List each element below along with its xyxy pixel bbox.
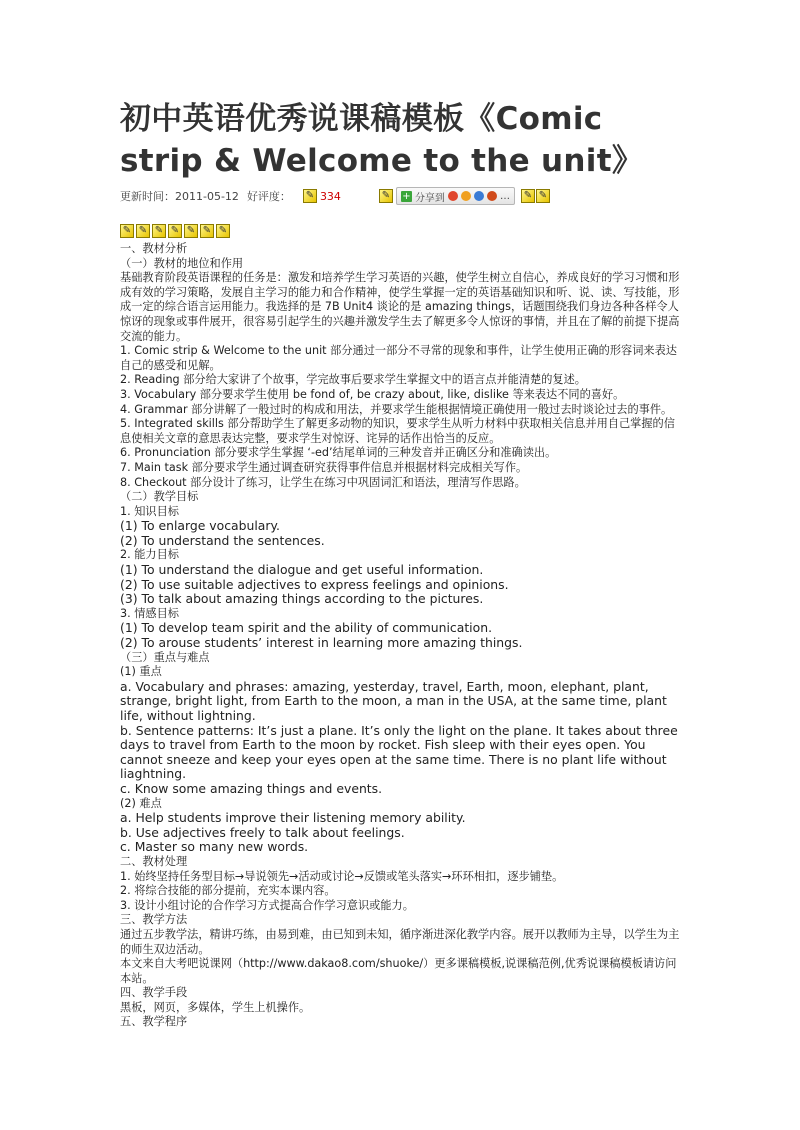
text-line: 通过五步教学法，精讲巧练，由易到难，由已知到未知，循序渐进深化教学内容。展开以教师为主导，以学生为主的师生双边活动。: [120, 927, 680, 956]
share-more[interactable]: …: [499, 190, 510, 202]
pencil-edit-icon[interactable]: ✎: [152, 224, 166, 238]
icon-toolbar: [120, 224, 685, 240]
text-line: 黑板，网页，多媒体，学生上机操作。: [120, 1000, 311, 1014]
document: [120, 98, 685, 1030]
text-line: 4. Grammar 部分讲解了一般过时的构成和用法，并要求学生能根据情境正确使用一般过去时谈论过去的事件。: [120, 402, 673, 416]
text-line: (1) 重点: [120, 665, 162, 679]
text-line: c. Master so many new words.: [120, 839, 309, 855]
text-line: (2) 难点: [120, 796, 162, 810]
text-line: 基础教育阶段英语课程的任务是：激发和培养学生学习英语的兴趣，使学生树立自信心，养成良好的学习习惯和形成有效的学习策略，发展自主学习的能力和合作精神，使学生掌握一定的英语基础知识和听、说、读、写技能，形成一定的综合语言运用能力。我选择的是 7B Unit4 谈论的是 amazing things，话题围绕我们身边各种各样令人惊讶的现象或事件展开，很容易引起学生的兴趣并激发学生去了解更多令人惊讶的事情，并且在了解的前提下提高交流的能力。: [120, 271, 680, 343]
pencil-edit-icon[interactable]: ✎: [379, 189, 393, 203]
text-line: (3) To talk about amazing things according to the pictures.: [120, 591, 484, 607]
pencil-edit-icon[interactable]: ✎: [521, 189, 535, 203]
weibo-icon[interactable]: [448, 191, 458, 201]
text-line: c. Know some amazing things and events.: [120, 780, 383, 796]
pencil-edit-icon[interactable]: ✎: [536, 189, 550, 203]
text-line: 5. Integrated skills 部分帮助学生了解更多动物的知识，要求学生从听力材料中获取相关信息并用自己掌握的信息使相关文章的意思表达完整，要求学生对惊讶、诧异的话作出恰当的反应。: [120, 417, 675, 445]
text-line: 三、教学方法: [120, 913, 188, 927]
rating-value: 334: [319, 189, 341, 203]
text-line: 7. Main task 部分要求学生通过调查研究获得事件信息并根据材料完成相关写作。: [120, 460, 528, 474]
text-line: （一）教材的地位和作用: [120, 256, 244, 270]
text-line: 五、教学程序: [120, 1015, 188, 1029]
kaixin-icon[interactable]: [487, 191, 497, 201]
text-line: (2) To use suitable adjectives to express feelings and opinions.: [120, 576, 509, 592]
text-line: 2. 将综合技能的部分提前，充实本课内容。: [120, 884, 336, 898]
pencil-edit-icon[interactable]: ✎: [216, 224, 230, 238]
text-line: 四、教学手段: [120, 986, 188, 1000]
text-line: （三）重点与难点: [120, 650, 210, 664]
text-line: a. Vocabulary and phrases: amazing, yesterday, travel, Earth, moon, elephant, plant, strange, bright light, from Earth to the moon, a man in the USA, at the same time, plant life, without lightning.: [120, 678, 667, 723]
text-line: 一、教材分析: [120, 242, 188, 255]
text-line: (2) To understand the sentences.: [120, 532, 325, 548]
rating-label: 好评度：: [246, 190, 291, 203]
text-line: 1. Comic strip & Welcome to the unit 部分通过一部分不寻常的现象和事件，让学生使用正确的形容词来表达自己的感受和见解。: [120, 344, 677, 372]
pencil-edit-icon[interactable]: ✎: [120, 224, 134, 238]
pencil-edit-icon[interactable]: ✎: [184, 224, 198, 238]
text-line: 3. 情感目标: [120, 606, 179, 620]
text-line: 1. 始终坚持任务型目标→导说领先→活动或讨论→反馈或笔头落实→环环相扣，逐步铺垫。: [120, 869, 564, 883]
text-line: (2) To arouse students’ interest in learning more amazing things.: [120, 635, 523, 651]
text-line: 8. Checkout 部分设计了练习，让学生在练习中巩固词汇和语法，理清写作思路。: [120, 475, 526, 489]
text-line: 3. 设计小组讨论的合作学习方式提高合作学习意识或能力。: [120, 898, 414, 912]
text-line: 二、教材处理: [120, 854, 188, 868]
updated-date: 2011-05-12: [175, 189, 239, 203]
text-line: 2. Reading 部分给大家讲了个故事，学完故事后要求学生掌握文中的语言点并能清楚的复述。: [120, 373, 586, 387]
renren-icon[interactable]: [474, 191, 484, 201]
plus-icon: +: [402, 190, 411, 202]
page-title: 初中英语优秀说课稿模板《Comic strip & Welcome to the unit》: [120, 101, 644, 179]
text-line: 6. Pronunciation 部分要求学生掌握 ‘-ed’结尾单词的三种发音并正确区分和准确读出。: [120, 446, 557, 460]
meta-bar: [120, 186, 685, 206]
text-line: 3. Vocabulary 部分要求学生使用 be fond of, be crazy about, like, dislike 等来表达不同的喜好。: [120, 387, 625, 401]
text-line: (1) To develop team spirit and the ability of communication.: [120, 620, 493, 636]
share-label: 分享到: [414, 192, 445, 204]
text-line: 2. 能力目标: [120, 548, 179, 562]
text-line: (1) To enlarge vocabulary.: [120, 518, 280, 534]
text-line: 本文来自大考吧说课网（http://www.dakao8.com/shuoke/）更多课稿模板,说课稿范例,优秀说课稿模板请访问本站。: [120, 957, 677, 985]
text-line: a. Help students improve their listening memory ability.: [120, 810, 466, 826]
article-body: [120, 242, 685, 1030]
qzone-icon[interactable]: [461, 191, 471, 201]
pencil-edit-icon[interactable]: ✎: [136, 224, 150, 238]
text-line: 1. 知识目标: [120, 504, 179, 518]
pencil-edit-icon[interactable]: ✎: [303, 189, 317, 203]
pencil-edit-icon[interactable]: ✎: [200, 224, 214, 238]
text-line: b. Sentence patterns: It’s just a plane. It’s only the light on the plane. It takes about three days to travel from Earth to the moon by rocket. Fish sleep with their eyes open. You cannot sneeze and keep your eyes open at the same time. There is no plant life without liaghtning.: [120, 722, 678, 782]
text-line: b. Use adjectives freely to talk about feelings.: [120, 824, 405, 840]
pencil-edit-icon[interactable]: ✎: [168, 224, 182, 238]
share-button[interactable]: [396, 187, 515, 205]
text-line: (1) To understand the dialogue and get useful information.: [120, 562, 484, 578]
updated-label: 更新时间：: [120, 190, 175, 203]
text-line: （二）教学目标: [120, 490, 199, 504]
